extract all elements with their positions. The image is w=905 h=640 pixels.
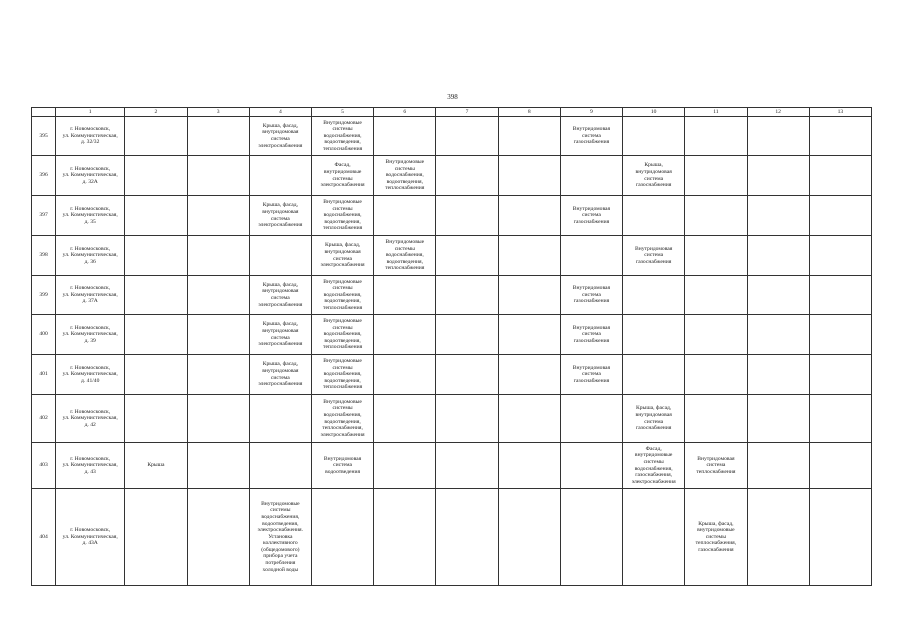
address-cell bbox=[56, 276, 125, 315]
address-cell bbox=[56, 443, 125, 489]
work-cell bbox=[498, 315, 560, 355]
work-cell bbox=[125, 443, 187, 489]
work-cell bbox=[187, 489, 249, 586]
work-cell bbox=[747, 355, 809, 395]
header-cell: 1 bbox=[56, 108, 125, 117]
header-cell: 8 bbox=[498, 108, 560, 117]
work-cell bbox=[249, 489, 311, 586]
page-number: 398 bbox=[447, 93, 458, 101]
row-number-cell bbox=[32, 355, 56, 395]
cell-text: Внутридомовая система газоснабжения bbox=[572, 126, 611, 146]
header-cell: 9 bbox=[560, 108, 622, 117]
header-cell: 13 bbox=[809, 108, 871, 117]
work-cell bbox=[685, 196, 747, 236]
work-cell bbox=[685, 117, 747, 156]
work-cell bbox=[685, 443, 747, 489]
address-cell bbox=[56, 117, 125, 156]
row-number-cell bbox=[32, 156, 56, 196]
cell-text: г. Новомосковск, ул. Коммунистическая, д. 32А bbox=[62, 165, 118, 185]
cell-text: Внутридомовые системы водоснабжения, водоотведения, теплоснабжения bbox=[385, 239, 425, 272]
work-cell bbox=[809, 196, 871, 236]
cell-text: Фасад, внутридомовые системы водоснабжения, газоснабжения, электроснабжения bbox=[631, 445, 676, 485]
work-cell bbox=[498, 156, 560, 196]
header-cell: 5 bbox=[311, 108, 373, 117]
header-row bbox=[32, 108, 872, 117]
work-cell bbox=[809, 276, 871, 315]
work-cell bbox=[374, 117, 436, 156]
work-cell bbox=[747, 117, 809, 156]
cell-text: г. Новомосковск, ул. Коммунистическая, д. 42 bbox=[62, 408, 118, 428]
cell-text: г. Новомосковск, ул. Коммунистическая, д. 41/40 bbox=[62, 364, 118, 384]
cell-text: г. Новомосковск, ул. Коммунистическая, д. 35 bbox=[62, 205, 118, 225]
work-cell bbox=[125, 489, 187, 586]
work-cell bbox=[187, 236, 249, 276]
row-number-cell bbox=[32, 117, 56, 156]
cell-text: Внутридомовая система газоснабжения bbox=[572, 324, 611, 344]
work-cell bbox=[374, 443, 436, 489]
work-cell bbox=[374, 196, 436, 236]
work-cell bbox=[809, 117, 871, 156]
cell-text: Внутридомовые системы водоснабжения, водоотведения, теплоснабжения bbox=[323, 199, 363, 232]
header-cell: 6 bbox=[374, 108, 436, 117]
work-cell bbox=[623, 443, 685, 489]
work-cell bbox=[311, 395, 373, 443]
cell-text: 401 bbox=[39, 371, 48, 378]
work-cell bbox=[498, 236, 560, 276]
work-cell bbox=[498, 117, 560, 156]
cell-text: Внутридомовые системы водоснабжения, водоотведения, теплоснабжения bbox=[323, 119, 363, 152]
address-cell bbox=[56, 156, 125, 196]
work-cell bbox=[125, 395, 187, 443]
work-cell bbox=[560, 395, 622, 443]
table-row bbox=[32, 315, 872, 355]
cell-text: Внутридомовая система водоотведения bbox=[323, 455, 362, 475]
work-cell bbox=[560, 236, 622, 276]
address-cell bbox=[56, 395, 125, 443]
work-cell bbox=[747, 236, 809, 276]
work-cell bbox=[623, 489, 685, 586]
table-row bbox=[32, 117, 872, 156]
cell-text: Фасад, внутридомовые системы электроснабжения bbox=[320, 162, 365, 189]
work-cell bbox=[436, 236, 498, 276]
work-cell bbox=[374, 489, 436, 586]
work-cell bbox=[311, 355, 373, 395]
work-cell bbox=[249, 117, 311, 156]
work-cell bbox=[623, 395, 685, 443]
work-cell bbox=[311, 196, 373, 236]
cell-text: Крыша, фасад, внутридомовая система электроснабжения bbox=[258, 202, 303, 229]
work-cell bbox=[187, 395, 249, 443]
cell-text: Крыша, фасад, внутридомовая система электроснабжения bbox=[258, 122, 303, 149]
table-row bbox=[32, 489, 872, 586]
header-cell: 4 bbox=[249, 108, 311, 117]
row-number-cell bbox=[32, 276, 56, 315]
work-cell bbox=[498, 196, 560, 236]
work-cell bbox=[747, 156, 809, 196]
work-cell bbox=[809, 156, 871, 196]
cell-text: г. Новомосковск, ул. Коммунистическая, д. 36 bbox=[62, 245, 118, 265]
header-cell-blank bbox=[32, 108, 56, 117]
work-cell bbox=[311, 156, 373, 196]
table-row bbox=[32, 236, 872, 276]
cell-text: г. Новомосковск, ул. Коммунистическая, д. 43А bbox=[62, 527, 118, 547]
work-cell bbox=[249, 196, 311, 236]
work-cell bbox=[374, 355, 436, 395]
work-cell bbox=[187, 156, 249, 196]
work-cell bbox=[809, 443, 871, 489]
work-cell bbox=[436, 315, 498, 355]
work-cell bbox=[125, 156, 187, 196]
cell-text: Внутридомовая система газоснабжения bbox=[572, 364, 611, 384]
cell-text: 404 bbox=[39, 533, 48, 540]
work-cell bbox=[809, 395, 871, 443]
table-row bbox=[32, 276, 872, 315]
work-cell bbox=[560, 196, 622, 236]
work-cell bbox=[498, 443, 560, 489]
work-cell bbox=[498, 489, 560, 586]
work-cell bbox=[747, 315, 809, 355]
work-cell bbox=[623, 156, 685, 196]
work-cell bbox=[125, 276, 187, 315]
table-row bbox=[32, 156, 872, 196]
work-cell bbox=[187, 443, 249, 489]
work-cell bbox=[374, 236, 436, 276]
header-cell: 2 bbox=[125, 108, 187, 117]
cell-text: Внутридомовые системы водоснабжения, водоотведения, теплоснабжения bbox=[323, 358, 363, 391]
work-cell bbox=[249, 156, 311, 196]
work-cell bbox=[809, 236, 871, 276]
work-cell bbox=[747, 276, 809, 315]
address-cell bbox=[56, 315, 125, 355]
address-cell bbox=[56, 196, 125, 236]
cell-text: Внутридомовые системы водоснабжения, водоотведения, теплоснабжения bbox=[385, 159, 425, 192]
cell-text: Внутридомовые системы водоснабжения, водоотведения, электроснабжения. Установка коллективного (общедомового) прибора учета потребления холодной воды bbox=[257, 500, 304, 573]
work-cell bbox=[685, 315, 747, 355]
work-cell bbox=[249, 395, 311, 443]
work-cell bbox=[187, 117, 249, 156]
cell-text: 398 bbox=[39, 252, 48, 259]
work-cell bbox=[311, 315, 373, 355]
work-cell bbox=[685, 156, 747, 196]
work-cell bbox=[560, 443, 622, 489]
work-cell bbox=[436, 489, 498, 586]
work-cell bbox=[311, 117, 373, 156]
work-cell bbox=[560, 355, 622, 395]
work-cell bbox=[249, 355, 311, 395]
work-cell bbox=[436, 395, 498, 443]
work-cell bbox=[623, 315, 685, 355]
work-cell bbox=[747, 489, 809, 586]
work-cell bbox=[374, 395, 436, 443]
work-cell bbox=[125, 355, 187, 395]
cell-text: Внутридомовая система газоснабжения bbox=[635, 245, 673, 265]
header-cell: 11 bbox=[685, 108, 747, 117]
cell-text: 399 bbox=[39, 291, 48, 298]
work-cell bbox=[249, 276, 311, 315]
work-cell bbox=[374, 315, 436, 355]
work-cell bbox=[747, 196, 809, 236]
work-cell bbox=[187, 196, 249, 236]
cell-text: г. Новомосковск, ул. Коммунистическая, д. 43 bbox=[62, 455, 118, 475]
work-cell bbox=[187, 276, 249, 315]
work-cell bbox=[187, 355, 249, 395]
work-cell bbox=[125, 117, 187, 156]
header-cell: 10 bbox=[623, 108, 685, 117]
table-row bbox=[32, 355, 872, 395]
address-cell bbox=[56, 355, 125, 395]
work-cell bbox=[498, 395, 560, 443]
table-row bbox=[32, 196, 872, 236]
cell-text: Крыша, фасад, внутридомовая система электроснабжения bbox=[258, 281, 303, 308]
work-cell bbox=[311, 236, 373, 276]
work-cell bbox=[809, 489, 871, 586]
row-number-cell bbox=[32, 315, 56, 355]
cell-text: Крыша, фасад, внутридомовая система электроснабжения bbox=[258, 361, 303, 388]
cell-text: 400 bbox=[39, 331, 48, 338]
cell-text: 397 bbox=[39, 212, 48, 219]
table-row bbox=[32, 443, 872, 489]
work-cell bbox=[436, 156, 498, 196]
work-cell bbox=[623, 276, 685, 315]
work-cell bbox=[249, 236, 311, 276]
work-cell bbox=[125, 236, 187, 276]
table-body bbox=[32, 117, 872, 586]
cell-text: Внутридомовая система теплоснабжения bbox=[696, 455, 736, 475]
work-cell bbox=[560, 489, 622, 586]
work-cell bbox=[623, 196, 685, 236]
work-cell bbox=[623, 355, 685, 395]
row-number-cell bbox=[32, 196, 56, 236]
work-cell bbox=[498, 355, 560, 395]
cell-text: Крыша bbox=[147, 462, 165, 469]
work-cell bbox=[125, 196, 187, 236]
cell-text: Внутридомовые системы водоснабжения, водоотведения, теплоснабжения bbox=[323, 318, 363, 351]
work-cell bbox=[685, 489, 747, 586]
work-cell bbox=[436, 443, 498, 489]
row-number-cell bbox=[32, 489, 56, 586]
address-cell bbox=[56, 489, 125, 586]
work-cell bbox=[498, 276, 560, 315]
cell-text: Внутридомовая система газоснабжения bbox=[572, 205, 611, 225]
address-cell bbox=[56, 236, 125, 276]
work-cell bbox=[809, 355, 871, 395]
work-cell bbox=[374, 156, 436, 196]
work-cell bbox=[125, 315, 187, 355]
work-cell bbox=[249, 315, 311, 355]
work-cell bbox=[685, 236, 747, 276]
repair-schedule-table bbox=[31, 107, 872, 586]
cell-text: г. Новомосковск, ул. Коммунистическая, д. 37А bbox=[62, 285, 118, 305]
cell-text: Внутридомовая система газоснабжения bbox=[572, 285, 611, 305]
work-cell bbox=[311, 443, 373, 489]
work-cell bbox=[560, 315, 622, 355]
row-number-cell bbox=[32, 395, 56, 443]
work-cell bbox=[560, 117, 622, 156]
cell-text: 396 bbox=[39, 172, 48, 179]
header-cell: 3 bbox=[187, 108, 249, 117]
work-cell bbox=[436, 117, 498, 156]
work-cell bbox=[560, 156, 622, 196]
cell-text: 395 bbox=[39, 132, 48, 139]
work-cell bbox=[747, 443, 809, 489]
header-cell: 12 bbox=[747, 108, 809, 117]
cell-text: Внутридомовые системы водоснабжения, водоотведения, теплоснабжения bbox=[323, 278, 363, 311]
work-cell bbox=[187, 315, 249, 355]
cell-text: Внутридомовые системы водоснабжения, водоотведения, теплоснабжения, электроснабжения bbox=[320, 398, 365, 438]
work-cell bbox=[747, 395, 809, 443]
cell-text: Крыша, фасад, внутридомовая система газоснабжения bbox=[635, 405, 672, 432]
work-cell bbox=[249, 443, 311, 489]
work-cell bbox=[809, 315, 871, 355]
work-cell bbox=[436, 355, 498, 395]
work-cell bbox=[685, 395, 747, 443]
work-cell bbox=[623, 117, 685, 156]
work-cell bbox=[436, 196, 498, 236]
work-cell bbox=[623, 236, 685, 276]
work-cell bbox=[374, 276, 436, 315]
cell-text: г. Новомосковск, ул. Коммунистическая, д. 39 bbox=[62, 324, 118, 344]
work-cell bbox=[311, 489, 373, 586]
work-cell bbox=[560, 276, 622, 315]
row-number-cell bbox=[32, 443, 56, 489]
table-row bbox=[32, 395, 872, 443]
cell-text: Крыша, фасад, внутридомовые системы теплоснабжения, газоснабжения bbox=[695, 520, 737, 553]
work-cell bbox=[436, 276, 498, 315]
header-cell: 7 bbox=[436, 108, 498, 117]
cell-text: Крыша, фасад, внутридомовая система электроснабжения bbox=[320, 242, 365, 269]
cell-text: Крыша, фасад, внутридомовая система электроснабжения bbox=[258, 321, 303, 348]
work-cell bbox=[685, 276, 747, 315]
cell-text: Крыша, внутридомовая система газоснабжения bbox=[635, 162, 672, 189]
cell-text: 402 bbox=[39, 415, 48, 422]
cell-text: 403 bbox=[39, 462, 48, 469]
work-cell bbox=[311, 276, 373, 315]
cell-text: г. Новомосковск, ул. Коммунистическая, д. 32/32 bbox=[62, 126, 118, 146]
work-cell bbox=[685, 355, 747, 395]
row-number-cell bbox=[32, 236, 56, 276]
